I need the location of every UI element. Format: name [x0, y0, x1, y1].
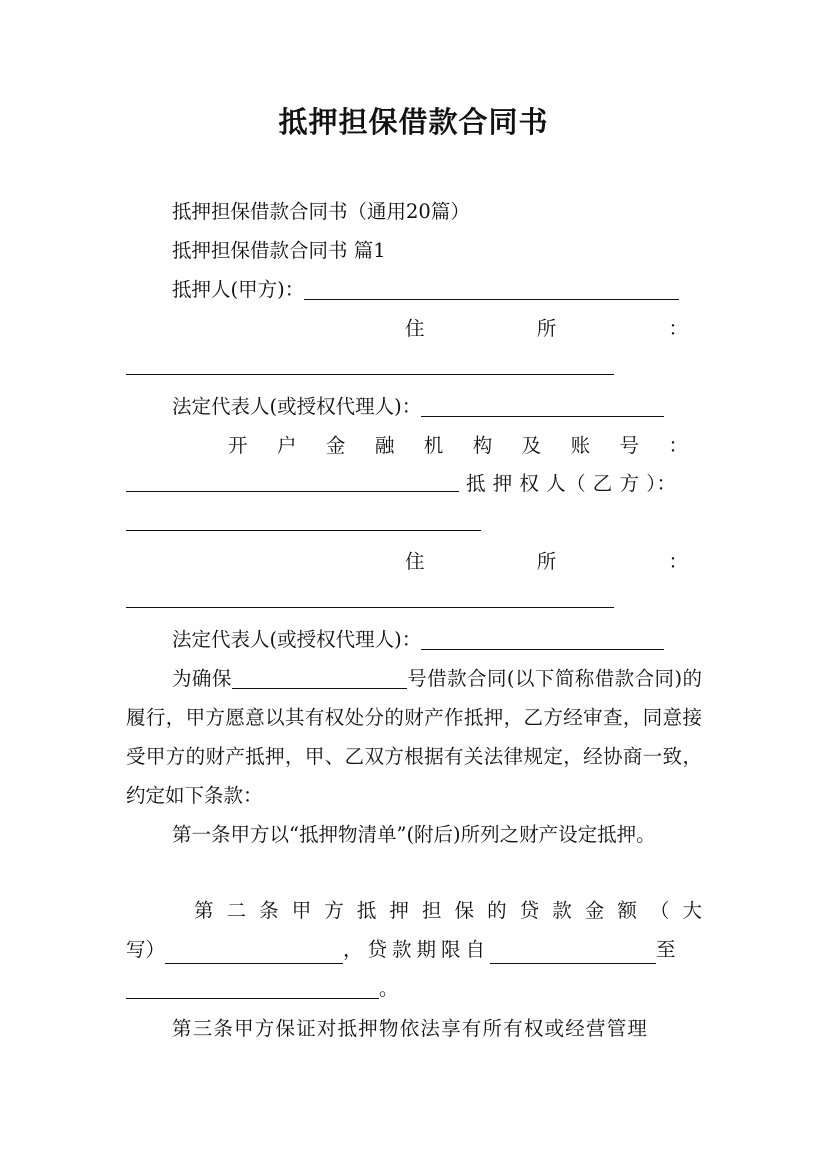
address-blank-1: [126, 374, 614, 375]
legal-rep-line-2: [172, 626, 664, 654]
loan-term-start-blank: [490, 943, 656, 964]
section-heading: 抵押担保借款合同书 篇1: [172, 239, 386, 262]
bank-account-line: [228, 432, 688, 460]
article-2-char: 款: [552, 899, 572, 922]
bank-account-char: 构: [472, 434, 493, 457]
article-2-char: 的: [487, 899, 507, 922]
article-2-char: 贷: [519, 899, 540, 922]
article-2-to: 至: [656, 938, 676, 961]
mortgagee-label: 抵 押 权 人（ 乙 方 ）：: [466, 472, 677, 495]
article-3: 第三条甲方保证对抵押物依法享有所有权或经营管理: [172, 1017, 649, 1040]
article-2-char: 第: [194, 899, 214, 922]
article-2-char: 方: [324, 899, 344, 922]
article-2-char: 大: [682, 899, 702, 922]
article-2-line-1: [194, 897, 702, 925]
document-subtitle: 抵押担保借款合同书（通用20篇）: [172, 200, 470, 223]
article-2-char: 二: [226, 899, 247, 922]
article-2-char: 押: [389, 899, 409, 922]
address-char: ：: [668, 317, 688, 340]
legal-rep-blank: [421, 629, 664, 650]
address-char: 住: [405, 317, 425, 340]
legal-rep-label: 法定代表人(或授权代理人)：: [172, 628, 422, 651]
article-2-char: （: [649, 899, 670, 922]
article-2-char: 额: [617, 899, 637, 922]
legal-rep-blank: [421, 396, 664, 417]
address-line-2: [405, 548, 688, 576]
article-2-end: 。: [379, 977, 399, 1000]
bank-account-char: 金: [325, 434, 346, 457]
article-2-middle: ，贷款期限自: [343, 938, 491, 961]
document-title: 抵押担保借款合同书: [278, 105, 549, 139]
legal-rep-line-1: [172, 393, 664, 421]
purpose-body: 号借款合同(以下简称借款合同)的履行，甲方愿意以其有权处分的财产作抵押，乙方经审查，同意接受甲方的财产抵押，甲、乙双方根据有关法律规定，经协商一致，约定如下条款：: [126, 667, 702, 807]
bank-account-char: 融: [374, 434, 395, 457]
article-2-char: 抵: [356, 899, 377, 922]
mortgagee-blank: [126, 530, 481, 531]
bank-account-blank: [126, 491, 459, 492]
bank-account-char: 机: [423, 434, 444, 457]
article-2-line-3: [126, 975, 399, 1003]
article-2-char: 保: [454, 899, 475, 922]
purpose-paragraph: [126, 659, 702, 815]
legal-rep-label: 法定代表人(或授权代理人)：: [172, 395, 422, 418]
purpose-prefix: 为确保: [172, 667, 232, 690]
address-char: 所: [536, 550, 557, 573]
address-char: ：: [668, 550, 688, 573]
address-char: 所: [536, 317, 557, 340]
address-char: 住: [405, 550, 425, 573]
article-2-line-2: [126, 936, 702, 964]
mortgagor-label: 抵押人(甲方)：: [172, 278, 305, 301]
article-2-char: 金: [584, 899, 605, 922]
mortgagor-blank: [304, 279, 679, 300]
bank-account-char: 户: [276, 434, 297, 457]
address-blank-2: [126, 607, 614, 608]
loan-amount-blank: [165, 943, 343, 964]
article-2-prefix: 写）: [126, 938, 166, 961]
bank-account-char: 账: [570, 434, 591, 457]
bank-account-char: ：: [668, 434, 688, 457]
article-2-char: 担: [421, 899, 442, 922]
bank-account-char: 及: [521, 434, 542, 457]
article-2-char: 甲: [291, 899, 312, 922]
bank-account-char: 开: [228, 434, 248, 457]
article-2-char: 条: [259, 899, 279, 922]
mortgagor-line: [172, 276, 679, 304]
loan-contract-number-blank: [232, 668, 407, 689]
loan-term-end-blank: [126, 978, 379, 999]
address-line-1: [405, 315, 688, 343]
article-1: 第一条甲方以“抵押物清单”(附后)所列之财产设定抵押。: [172, 823, 656, 846]
bank-account-char: 号: [619, 434, 640, 457]
